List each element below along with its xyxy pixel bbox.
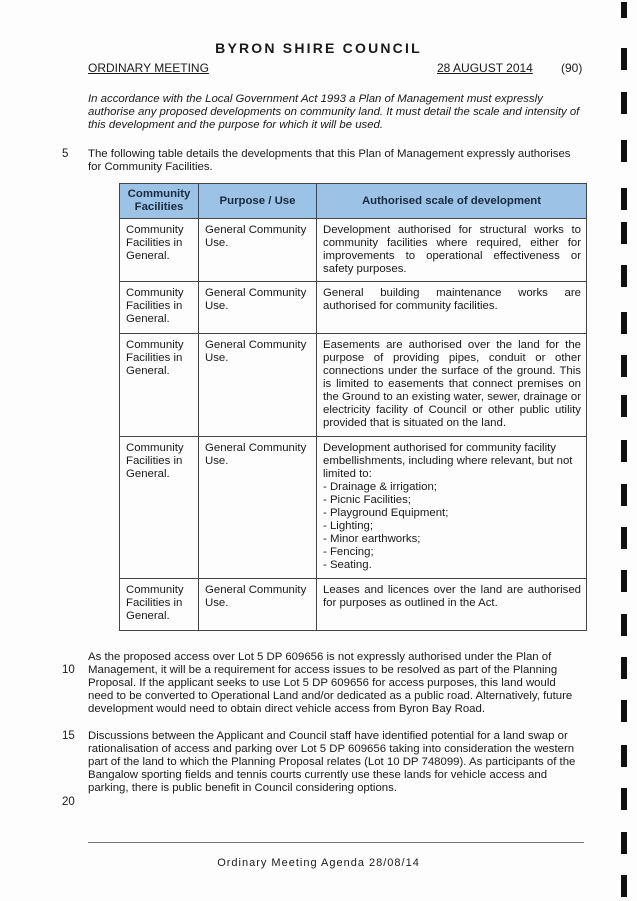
scale-cell: Easements are authorised over the land for the purpose of providing pipes, conduit or other connections under the surface of the ground. This is limited to easements that connect premises on the Ground to an existing water, sewer, drainage or electricity facility of Council or other public utility provided that is situated on the land. (317, 334, 587, 437)
scale-cell: General building maintenance works are authorised for community facilities. (317, 282, 587, 334)
purpose-cell: General Community Use. (199, 437, 317, 579)
scan-mark (621, 440, 627, 462)
table-header-row (120, 184, 587, 219)
scan-mark (621, 48, 627, 70)
header-purpose: Purpose / Use (199, 184, 317, 219)
scan-mark (621, 222, 627, 244)
table-row (120, 334, 587, 437)
scan-mark (621, 745, 627, 767)
scale-cell (317, 437, 587, 579)
purpose-cell: General Community Use. (199, 219, 317, 282)
purpose-cell: General Community Use. (199, 282, 317, 334)
scale-cell: Development authorised for structural works to community facilities where required, either for improvements to operational effectiveness or safety purposes. (317, 219, 587, 282)
facility-cell: Community Facilities in General. (120, 437, 199, 579)
access-paragraph: As the proposed access over Lot 5 DP 609656 is not expressly authorised under the Plan of Management, it will be a requirement for access issues to be resolved as part of the Planning Proposal. If the applicant seeks to use Lot 5 DP 609656 for access purposes, this land would need to be converted to Operational Land and/or dedicated as a public road. Alternatively, future development would need to obtain direct vehicle access from Byron Bay Road. (88, 651, 573, 715)
scan-mark (621, 527, 627, 549)
scan-mark (621, 188, 627, 210)
line-number: 15 (62, 730, 75, 742)
line-number: 20 (62, 796, 75, 808)
header-scale: Authorised scale of development (317, 184, 587, 219)
scan-mark (621, 700, 627, 722)
list-item: - Playground Equipment; (323, 507, 449, 519)
scan-mark (621, 2, 627, 18)
facility-cell: Community Facilities in General. (120, 282, 199, 334)
footer-rule (88, 842, 584, 843)
scan-mark (621, 875, 627, 897)
scan-mark (621, 832, 627, 854)
meeting-date: 28 AUGUST 2014 (437, 61, 533, 75)
facilities-table (119, 183, 587, 631)
page-number: (90) (561, 61, 583, 75)
table-intro: The following table details the developments that this Plan of Management expressly authorises for Community Facilities. (88, 148, 571, 173)
scan-mark (621, 484, 627, 506)
scan-mark (621, 355, 627, 377)
council-title: BYRON SHIRE COUNCIL (215, 40, 422, 56)
list-item: - Seating. (323, 559, 372, 571)
scan-mark (621, 395, 627, 417)
list-item: - Picnic Facilities; (323, 494, 411, 506)
scan-mark (621, 140, 627, 162)
table-row (120, 437, 587, 579)
scan-mark (621, 570, 627, 592)
meeting-type: ORDINARY MEETING (88, 61, 209, 75)
scan-mark (621, 788, 627, 810)
scan-mark (621, 312, 627, 334)
line-number: 10 (62, 664, 75, 676)
scan-mark (621, 657, 627, 679)
scan-mark (621, 265, 627, 287)
list-item: - Drainage & irrigation; (323, 481, 437, 493)
footer-text: Ordinary Meeting Agenda 28/08/14 (217, 857, 420, 869)
land-swap-paragraph: Discussions between the Applicant and Council staff have identified potential for a land swap or rationalisation of access and parking over Lot 5 DP 609656 taking into consideration the western part of the land to which the Planning Proposal relates (Lot 10 DP 748099). As participants of the Bangalow sporting fields and tennis courts currently use these lands for vehicle access and parking, there is public benefit in Council considering options. (88, 730, 576, 794)
table-row (120, 579, 587, 631)
list-item: - Minor earthworks; (323, 533, 421, 545)
table-row (120, 219, 587, 282)
scan-mark (621, 92, 627, 114)
list-item: - Lighting; (323, 520, 374, 532)
purpose-cell: General Community Use. (199, 579, 317, 631)
facility-cell: Community Facilities in General. (120, 219, 199, 282)
header-facilities: Community Facilities (120, 184, 199, 219)
intro-paragraph: In accordance with the Local Government Act 1993 a Plan of Management must expressly authorise any proposed developments on community land. It must detail the scale and intensity of this development and the purpose for which it will be used. (88, 93, 580, 131)
scan-mark (621, 614, 627, 636)
purpose-cell: General Community Use. (199, 334, 317, 437)
facility-cell: Community Facilities in General. (120, 334, 199, 437)
scale-text: Development authorised for community facility embellishments, including where relevant, but not limited to: (323, 442, 573, 480)
facility-cell: Community Facilities in General. (120, 579, 199, 631)
table-row (120, 282, 587, 334)
scale-cell: Leases and licences over the land are authorised for purposes as outlined in the Act. (317, 579, 587, 631)
list-item: - Fencing; (323, 546, 374, 558)
line-number: 5 (62, 148, 69, 160)
